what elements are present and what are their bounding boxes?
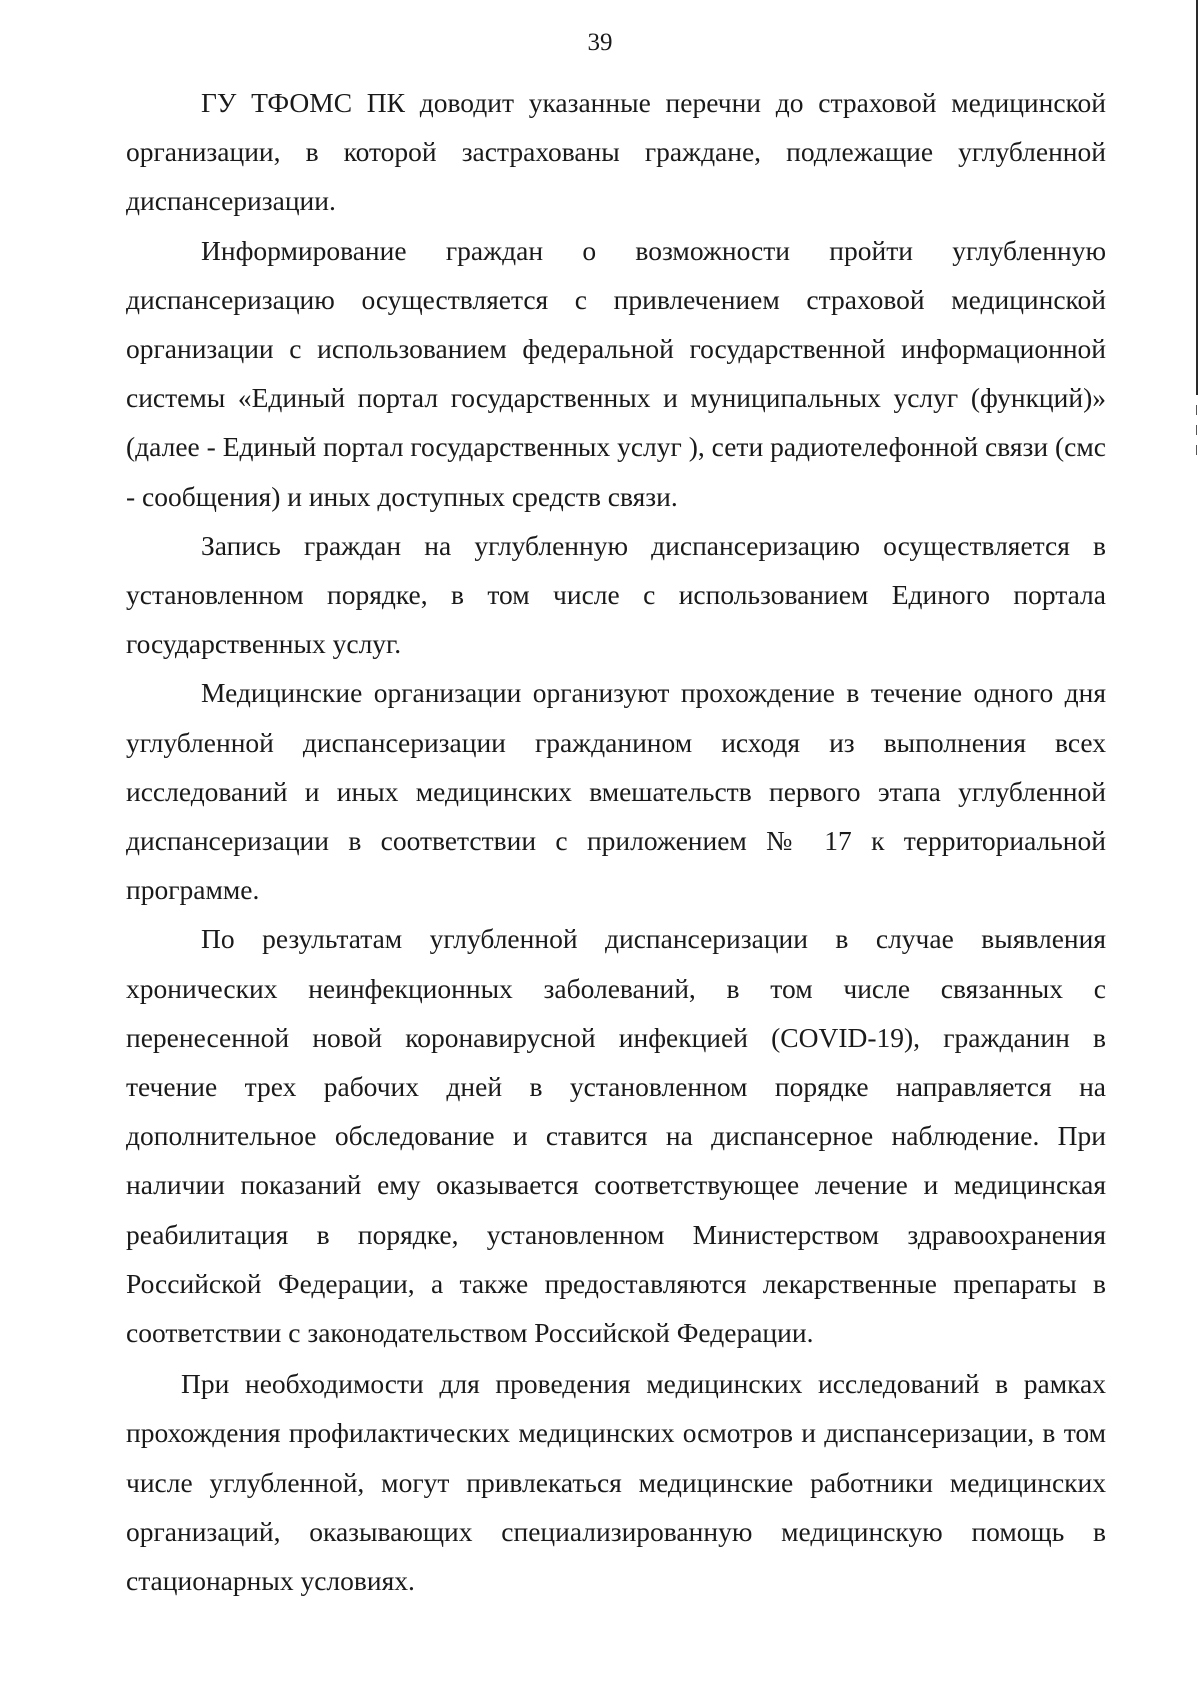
page-number: 39: [587, 29, 613, 56]
paragraph-zapis: Запись граждан на углубленную диспансеризацию осуществляется в установленном порядке, в том числе с использованием Единого портала государственных услуг.: [126, 529, 1106, 660]
paragraph-privlechenie: При необходимости для проведения медицинских исследований в рамках прохождения профилактических медицинских осмотров и диспансеризации, в том числе углубленной, могут привлекаться медицинские работники медицинских организаций, оказывающих специализированную медицинскую помощь в стационарных условиях.: [126, 1368, 1106, 1597]
scan-edge-mark: [1196, 445, 1197, 455]
scan-edge-mark: [1196, 425, 1197, 435]
paragraph-rezultaty: По результатам углубленной диспансеризации в случае выявления хронических неинфекционных заболеваний, в том числе связанных с перенесенной новой коронавирусной инфекцией (COVID-19), гражданин в течение трех рабочих дней в установленном порядке направляется на дополнительное обследование и ставится на диспансерное наблюдение. При наличии показаний ему оказывается соответствующее лечение и медицинская реабилитация в порядке, установленном Министерством здравоохранения Российской Федерации, а также предоставляются лекарственные препараты в соответствии с законодательством Российской Федерации.: [126, 923, 1106, 1349]
document-body: [126, 78, 1106, 1605]
paragraph-informirovanie: Информирование граждан о возможности пройти углубленную диспансеризацию осуществляется с привлечением страховой медицинской организации с использованием федеральной государственной информационной системы «Единый портал государственных и муниципальных услуг (функций)» (далее - Единый портал государственных услуг ), сети радиотелефонной связи (смс - сообщения) и иных доступных средств связи.: [126, 234, 1106, 512]
paragraph-perechni: ГУ ТФОМС ПК доводит указанные перечни до страховой медицинской организации, в которой застрахованы граждане, подлежащие углубленной диспансеризации.: [126, 87, 1106, 217]
scan-edge: [1194, 0, 1200, 1695]
scan-edge-line: [1196, 0, 1198, 395]
scan-edge-mark: [1196, 405, 1197, 415]
paragraph-organizatsiya: Медицинские организации организуют прохождение в течение одного дня углубленной диспансеризации гражданином исходя из выполнения всех исследований и иных медицинских вмешательств первого этапа углубленной диспансеризации в соответствии с приложением № 17 к территориальной программе.: [126, 677, 1106, 906]
